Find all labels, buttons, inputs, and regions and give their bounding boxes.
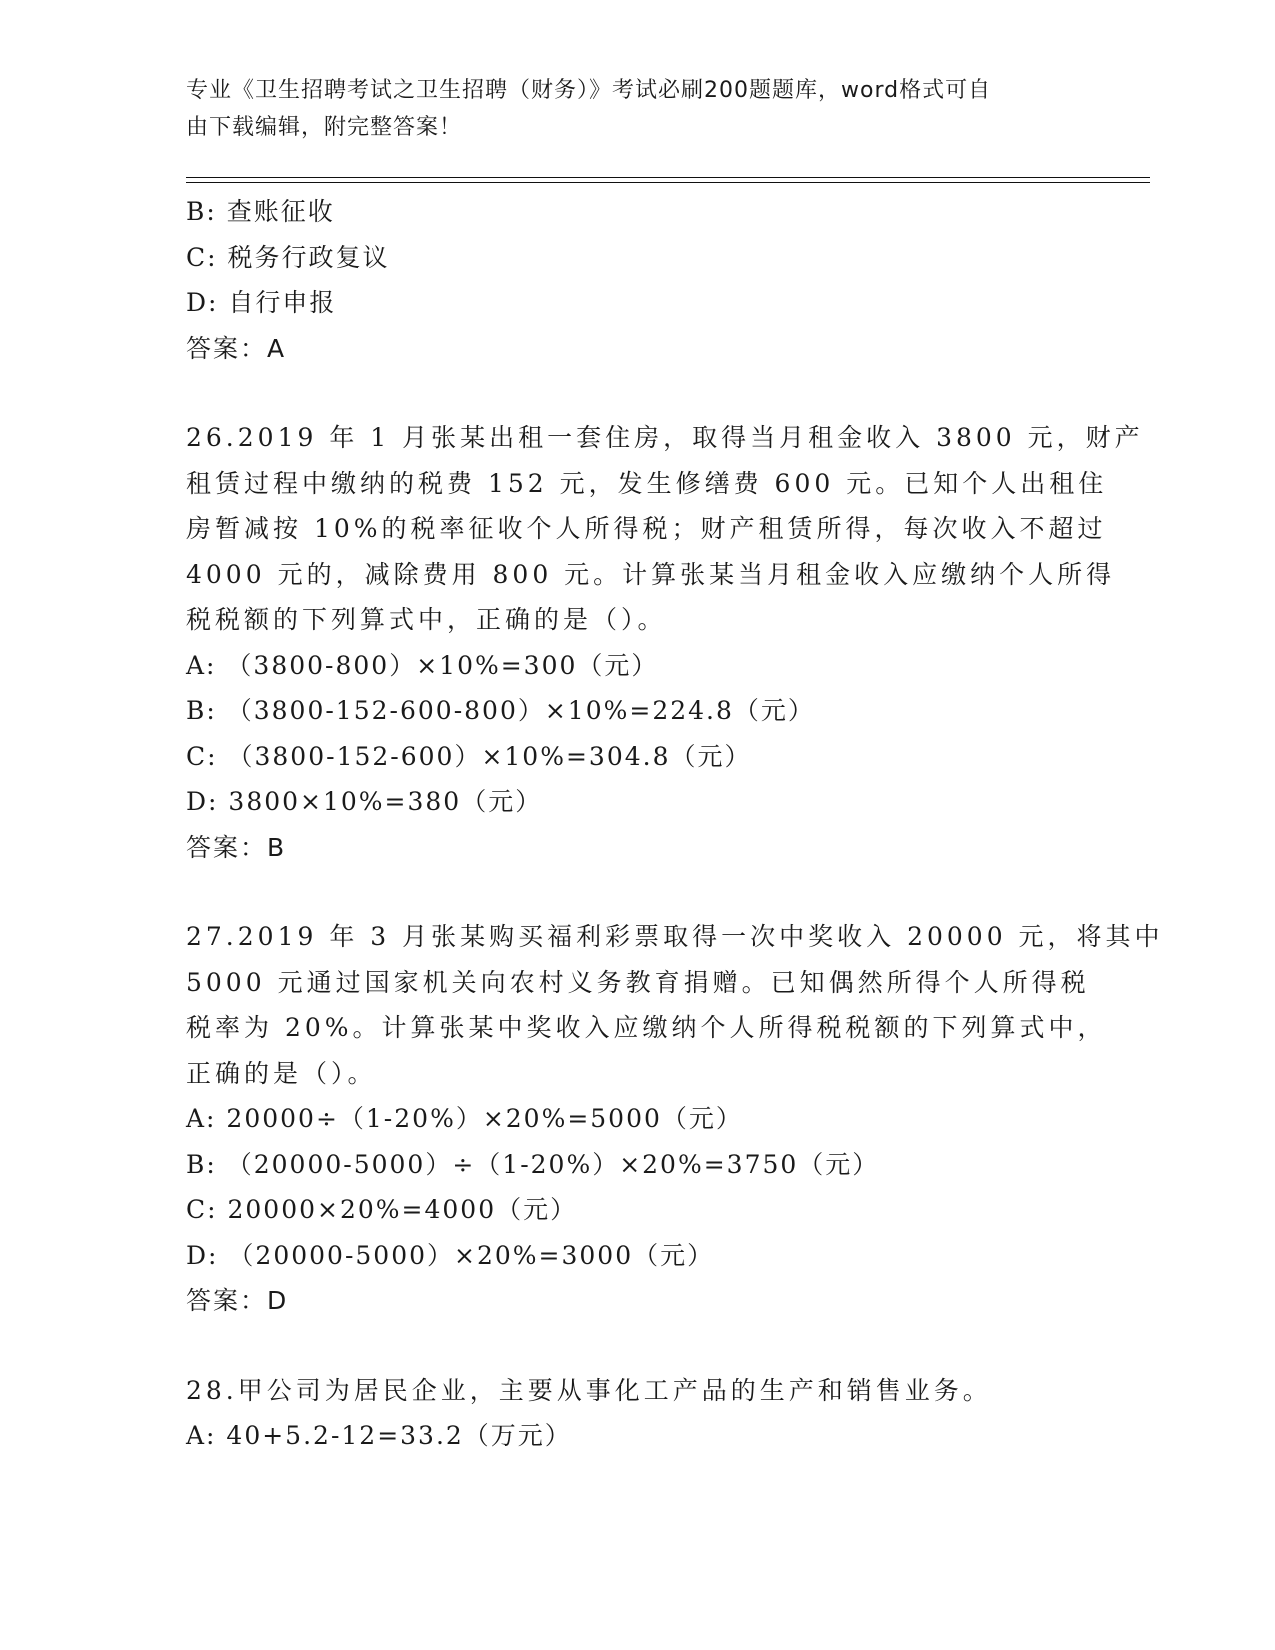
- header-line: 由下载编辑，附完整答案！: [186, 115, 463, 140]
- option-d: D: （20000-5000）×20%=3000（元）: [186, 1240, 715, 1270]
- option-a: A: 20000÷（1-20%）×20%=5000（元）: [186, 1104, 743, 1133]
- question-stem: [186, 415, 1144, 643]
- stem-line: 26.2019 年 1 月张某出租一套住房，取得当月租金收入 3800 元，财产: [186, 423, 1144, 452]
- document-header: [186, 72, 1066, 146]
- option-a: A: 40+5.2-12=33.2（万元）: [186, 1421, 572, 1450]
- stem-line: 28.甲公司为居民企业，主要从事化工产品的生产和销售业务。: [186, 1375, 992, 1405]
- question-26: [186, 415, 1144, 870]
- question-27: [186, 914, 1164, 1324]
- question-prev: [186, 189, 1086, 371]
- answer-line: 答案：A: [186, 333, 287, 363]
- option-c: C: 税务行政复议: [186, 242, 390, 272]
- option-a: A: （3800-800）×10%=300（元）: [186, 650, 659, 680]
- answer-line: 答案：B: [186, 832, 287, 862]
- stem-line: 税率为 20%。计算张某中奖收入应缴纳个人所得税税额的下列算式中，: [186, 1013, 1107, 1042]
- option-d: D: 3800×10%=380（元）: [186, 787, 543, 816]
- stem-line: 27.2019 年 3 月张某购买福利彩票取得一次中奖收入 20000 元，将其中: [186, 922, 1164, 951]
- document-body: [186, 189, 1164, 1459]
- stem-line: 租赁过程中缴纳的税费 152 元，发生修缮费 600 元。已知个人出租住: [186, 468, 1108, 498]
- option-b: B: （3800-152-600-800）×10%=224.8（元）: [186, 696, 815, 725]
- answer-line: 答案：D: [186, 1286, 289, 1315]
- option-c: C: 20000×20%=4000（元）: [186, 1195, 578, 1224]
- option-b: B: （20000-5000）÷（1-20%）×20%=3750（元）: [186, 1149, 880, 1179]
- question-28: [186, 1368, 1086, 1459]
- stem-line: 5000 元通过国家机关向农村义务教育捐赠。已知偶然所得个人所得税: [186, 967, 1090, 997]
- header-line: 专业《卫生招聘考试之卫生招聘（财务）》考试必刷200题题库，word格式可自: [186, 78, 992, 103]
- stem-line: 4000 元的，减除费用 800 元。计算张某当月租金收入应缴纳个人所得: [186, 559, 1116, 589]
- header-divider: [186, 177, 1150, 178]
- question-stem: [186, 914, 1164, 1096]
- option-b: B: 查账征收: [186, 197, 335, 226]
- stem-line: 正确的是（）。: [186, 1058, 377, 1088]
- option-c: C: （3800-152-600）×10%=304.8（元）: [186, 741, 752, 771]
- stem-line: 税税额的下列算式中，正确的是（）。: [186, 605, 667, 634]
- question-stem: [186, 1368, 1086, 1414]
- option-d: D: 自行申报: [186, 288, 337, 317]
- stem-line: 房暂减按 10%的税率征收个人所得税；财产租赁所得，每次收入不超过: [186, 514, 1107, 543]
- header-divider: [186, 182, 1150, 183]
